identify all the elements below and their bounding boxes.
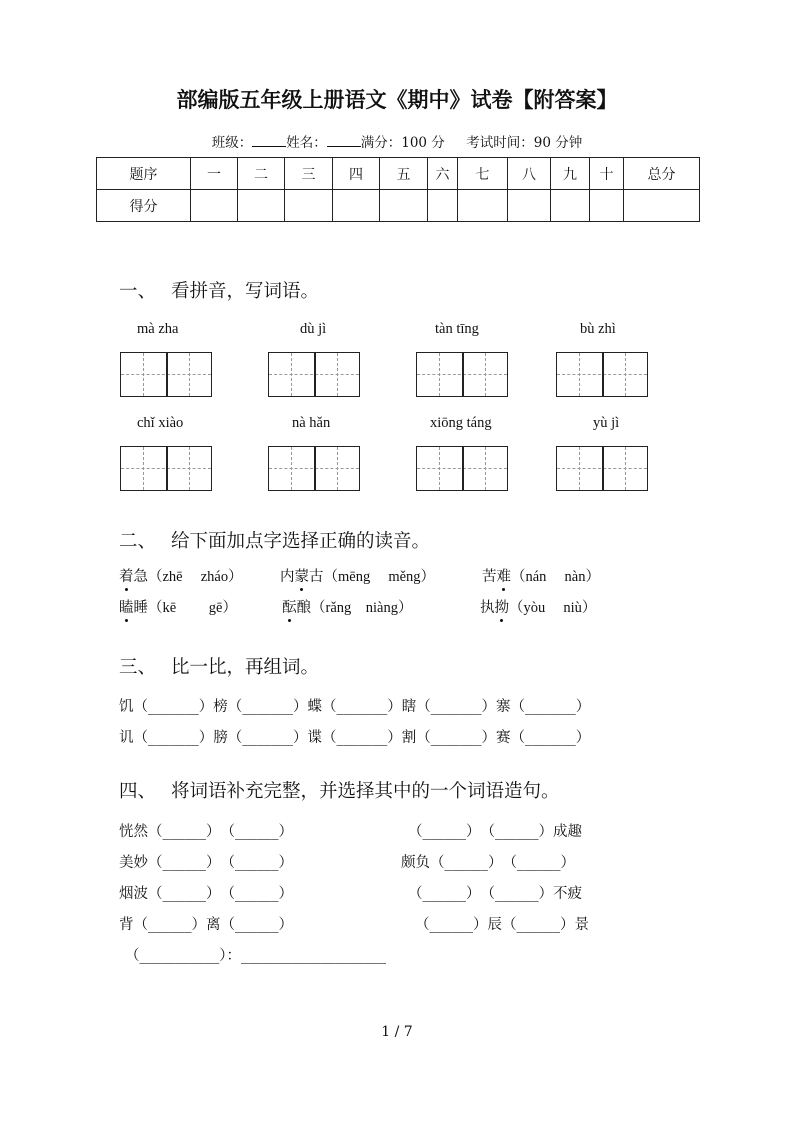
section-title: 给下面加点字选择正确的读音。 [171,531,431,552]
reading-item [480,596,596,617]
dotted-char: 着 [119,565,134,586]
dotted-char: 蒙 [295,565,310,586]
reading-item [119,565,243,586]
score-header-cell: 二 [238,158,285,190]
writing-grid[interactable] [120,352,212,397]
exam-info [0,131,794,151]
idiom-left-2[interactable]: 美妙（______） （______） [119,855,293,871]
score-header-cell: 十 [590,158,624,190]
idiom-right-2[interactable]: 颇负（______） （______） [401,855,575,871]
writing-grid[interactable] [268,446,360,491]
dotted-char: 酝 [282,596,297,617]
reading-options[interactable]: （yòu niù） [509,600,597,616]
writing-grid[interactable] [416,352,508,397]
reading-options[interactable]: 古（mēng měng） [309,569,436,585]
score-header-cell: 题序 [97,158,191,190]
score-header-cell: 三 [285,158,333,190]
section-1-heading [119,277,319,303]
section-number: 二、 [119,531,157,552]
score-cell[interactable] [238,190,285,222]
name-label: 姓名： [286,135,327,151]
score-table [96,157,700,222]
score-cell[interactable] [624,190,700,222]
score-cell[interactable] [428,190,458,222]
score-header-cell: 六 [428,158,458,190]
section-4-heading [119,777,560,803]
plain-char: 执 [480,600,495,616]
reading-options[interactable]: 睡（kē gē） [133,600,237,616]
reading-options[interactable]: 酿（rǎng niàng） [296,600,413,616]
writing-grid[interactable] [268,352,360,397]
reading-item [282,596,412,617]
section-title: 看拼音，写词语。 [171,281,320,302]
reading-options[interactable]: （nán nàn） [511,569,600,585]
class-label: 班级： [211,135,253,151]
score-header-cell: 总分 [624,158,700,190]
idiom-right-3[interactable]: （______） （______）不疲 [408,886,582,902]
idiom-right-1[interactable]: （______） （______）成趣 [408,824,582,840]
pinyin-8: yù jì [593,415,620,431]
full-score: 满分：100 分 [360,135,445,151]
score-row-label: 得分 [97,190,191,222]
score-header-cell: 七 [458,158,508,190]
idiom-left-1[interactable]: 恍然（______） （______） [119,824,293,840]
class-blank [252,134,286,147]
section-number: 四、 [119,781,157,802]
plain-char: 内 [280,569,295,585]
dotted-char: 拗 [495,596,510,617]
writing-grid[interactable] [416,446,508,491]
score-header-cell: 九 [551,158,590,190]
exam-time: 考试时间：90 分钟 [466,135,583,151]
pinyin-6: nà hǎn [292,415,331,431]
score-header-row [97,158,700,190]
pinyin-3: tàn tīng [435,321,479,337]
reading-item [119,596,237,617]
reading-item [280,565,435,586]
pinyin-7: xiōng táng [430,415,492,431]
score-header-cell: 一 [191,158,238,190]
score-cell[interactable] [285,190,333,222]
reading-item [482,565,600,586]
score-cell[interactable] [590,190,624,222]
section-number: 三、 [119,657,157,678]
idiom-right-4[interactable]: （______）辰（______）景 [415,917,589,933]
pinyin-4: bù zhì [580,321,616,337]
score-header-cell: 五 [380,158,428,190]
section-number: 一、 [119,281,157,302]
idiom-left-3[interactable]: 烟波（______） （______） [119,886,293,902]
dotted-char: 瞌 [119,596,134,617]
score-cell[interactable] [508,190,551,222]
score-cell[interactable] [458,190,508,222]
dotted-char: 难 [497,565,512,586]
section-2-heading [119,527,430,553]
page-number: 1 / 7 [381,1024,413,1040]
score-cell[interactable] [191,190,238,222]
name-blank [327,134,361,147]
reading-options[interactable]: 急（zhē zháo） [133,569,243,585]
score-header-cell: 八 [508,158,551,190]
writing-grid[interactable] [120,446,212,491]
compare-line-1[interactable]: 饥（_______）榜（_______）蝶（_______）瞎（_______）寨（_______） [119,699,591,715]
pinyin-1: mà zha [137,321,179,337]
score-header-cell: 四 [333,158,380,190]
compare-line-2[interactable]: 讥（_______）膀（_______）谍（_______）割（_______）赛（_______） [119,730,591,746]
pinyin-2: dù jì [300,321,327,337]
section-title: 将词语补充完整，并选择其中的一个词语造句。 [171,781,560,802]
section-3-heading [119,653,319,679]
writing-grid[interactable] [556,352,648,397]
score-row [97,190,700,222]
plain-char: 苦 [482,569,497,585]
page-title: 部编版五年级上册语文《期中》试卷【附答案】 [176,87,618,112]
score-cell[interactable] [380,190,428,222]
score-cell[interactable] [333,190,380,222]
writing-grid[interactable] [556,446,648,491]
idiom-left-4[interactable]: 背（______）离（______） [119,917,293,933]
sentence-line[interactable]: （___________）：____________________ [125,948,386,964]
score-cell[interactable] [551,190,590,222]
pinyin-5: chǐ xiào [137,415,184,431]
section-title: 比一比，再组词。 [171,657,320,678]
